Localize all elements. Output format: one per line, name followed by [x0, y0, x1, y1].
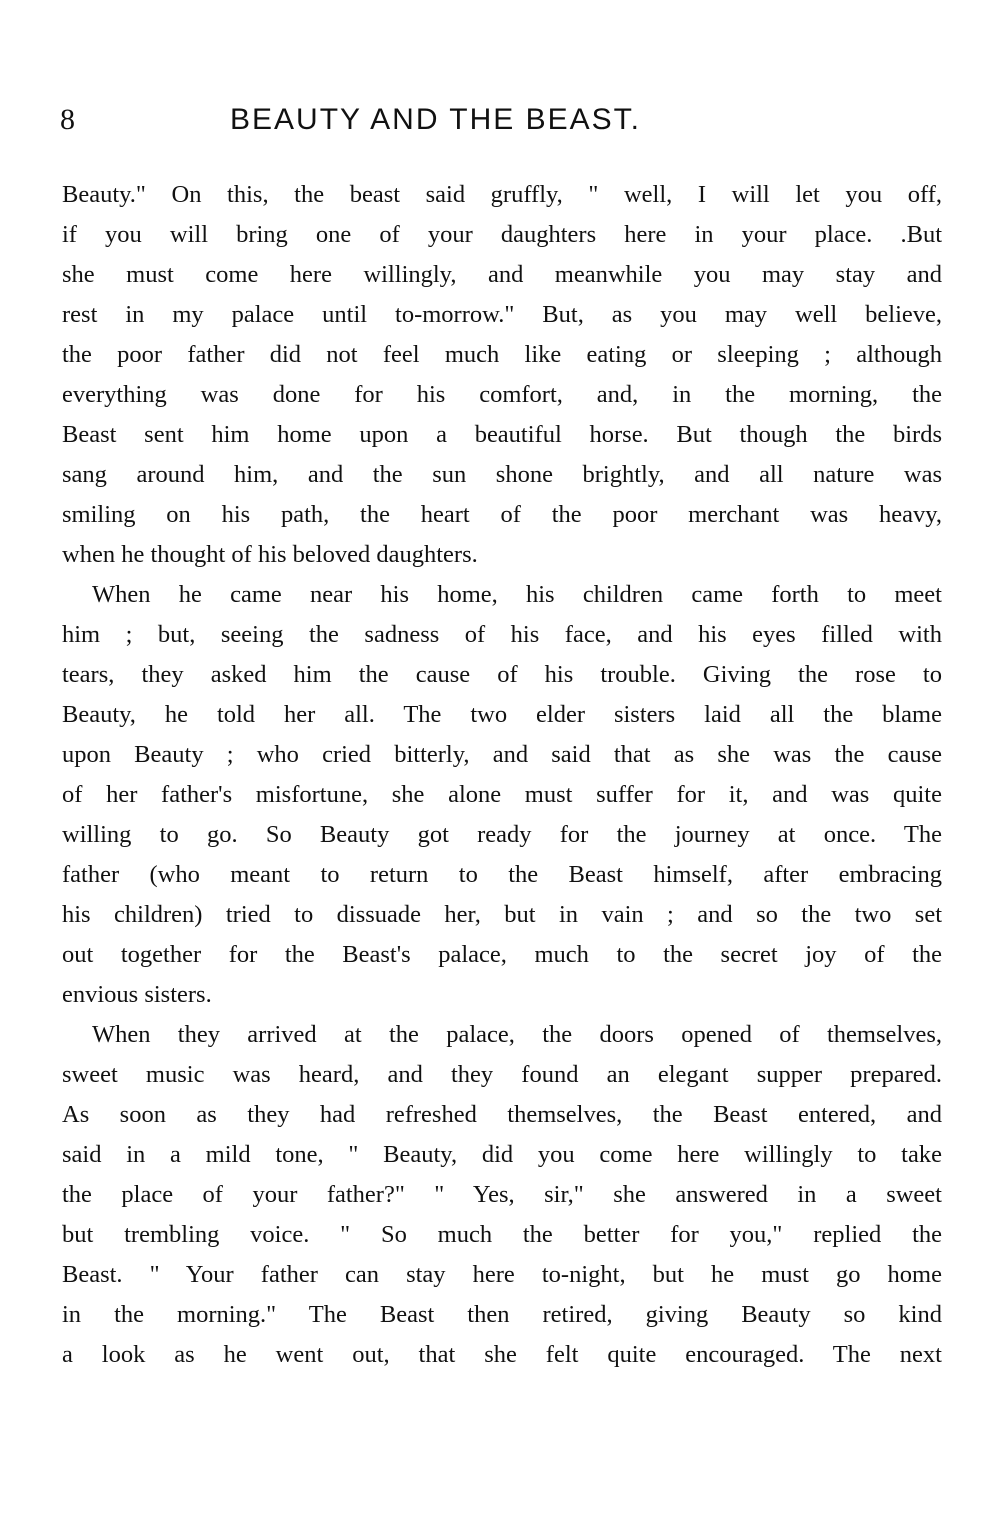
text-line: Beast. " Your father can stay here to-night, but he must go home — [62, 1261, 942, 1288]
running-head — [60, 100, 940, 140]
text-line: in the morning." The Beast then retired, giving Beauty so kind — [62, 1301, 942, 1328]
text-line: Beauty, he told her all. The two elder sisters laid all the blame — [62, 701, 942, 728]
text-line: said in a mild tone, " Beauty, did you come here willingly to take — [62, 1141, 942, 1168]
text-line: sweet music was heard, and they found an elegant supper prepared. — [62, 1061, 942, 1088]
page-title: BEAUTY AND THE BEAST. — [230, 103, 642, 136]
text-line: As soon as they had refreshed themselves, the Beast entered, and — [62, 1101, 942, 1128]
text-line: rest in my palace until to-morrow." But, as you may well believe, — [62, 301, 942, 328]
text-line: but trembling voice. " So much the better for you," replied the — [62, 1221, 942, 1248]
text-line: Beauty." On this, the beast said gruffly, " well, I will let you off, — [62, 181, 942, 208]
text-line: a look as he went out, that she felt quite encouraged. The next — [62, 1341, 942, 1368]
text-line: father (who meant to return to the Beast himself, after embracing — [62, 861, 942, 888]
text-line: willing to go. So Beauty got ready for the journey at once. The — [62, 821, 942, 848]
text-line: Beast sent him home upon a beautiful horse. But though the birds — [62, 421, 942, 448]
text-line: When he came near his home, his children came forth to meet — [92, 581, 942, 608]
text-line: out together for the Beast's palace, much to the secret joy of the — [62, 941, 942, 968]
text-line: of her father's misfortune, she alone must suffer for it, and was quite — [62, 781, 942, 808]
text-line: she must come here willingly, and meanwhile you may stay and — [62, 261, 942, 288]
body-text — [62, 175, 942, 1375]
text-line: his children) tried to dissuade her, but in vain ; and so the two set — [62, 901, 942, 928]
text-line: upon Beauty ; who cried bitterly, and said that as she was the cause — [62, 741, 942, 768]
text-line: when he thought of his beloved daughters. — [62, 541, 478, 568]
text-line: smiling on his path, the heart of the poor merchant was heavy, — [62, 501, 942, 528]
text-line: When they arrived at the palace, the doors opened of themselves, — [92, 1021, 942, 1048]
text-line: envious sisters. — [62, 981, 212, 1008]
page-number: 8 — [60, 103, 75, 136]
text-line: the poor father did not feel much like eating or sleeping ; although — [62, 341, 942, 368]
text-line: the place of your father?" " Yes, sir," she answered in a sweet — [62, 1181, 942, 1208]
text-line: if you will bring one of your daughters here in your place. .But — [62, 221, 942, 248]
text-line: him ; but, seeing the sadness of his face, and his eyes filled with — [62, 621, 942, 648]
text-line: everything was done for his comfort, and, in the morning, the — [62, 381, 942, 408]
text-line: tears, they asked him the cause of his trouble. Giving the rose to — [62, 661, 942, 688]
text-line: sang around him, and the sun shone brightly, and all nature was — [62, 461, 942, 488]
